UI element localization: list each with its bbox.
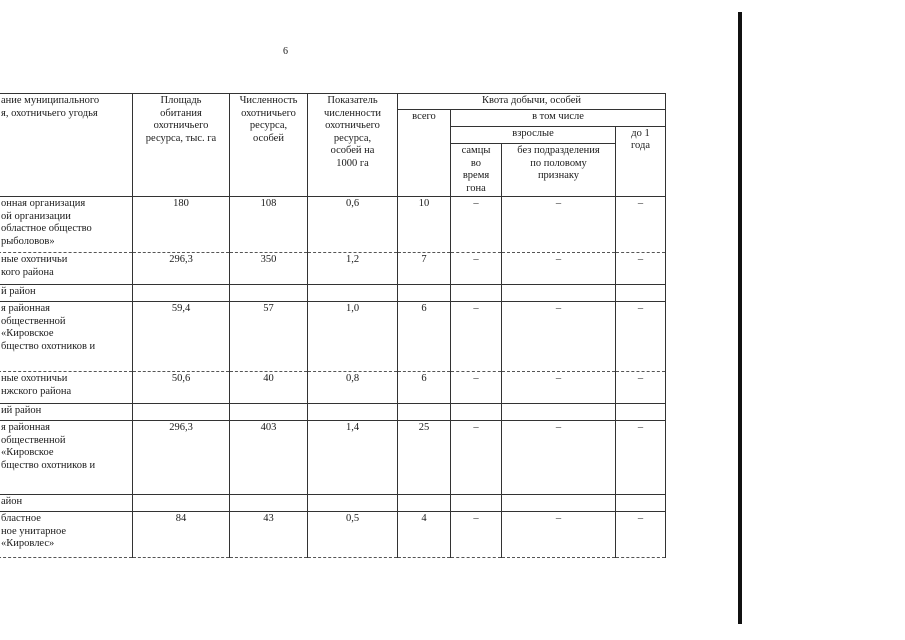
row-under1: – bbox=[616, 197, 666, 253]
section-name: й район bbox=[0, 285, 133, 302]
row-nosex: – bbox=[502, 197, 616, 253]
row-name: ные охотничьи нжского района bbox=[0, 372, 133, 404]
row-males: – bbox=[451, 512, 502, 558]
row-name: ные охотничьи кого района bbox=[0, 253, 133, 285]
row-males: – bbox=[451, 302, 502, 372]
header-males: самцы во время гона bbox=[451, 144, 502, 197]
table-row bbox=[0, 372, 666, 404]
row-name: бластное ное унитарное «Кировлес» bbox=[0, 512, 133, 558]
row-count: 403 bbox=[230, 421, 308, 495]
row-area: 50,6 bbox=[133, 372, 230, 404]
table-row bbox=[0, 253, 666, 285]
header-area: Площадь обитания охотничьего ресурса, тыс. га bbox=[133, 94, 230, 197]
header-nosex: без подразделения по половому признаку bbox=[502, 144, 616, 197]
row-under1: – bbox=[616, 512, 666, 558]
page-number: 6 bbox=[283, 46, 288, 57]
row-nosex: – bbox=[502, 512, 616, 558]
row-index: 1,2 bbox=[308, 253, 398, 285]
row-under1: – bbox=[616, 372, 666, 404]
row-males: – bbox=[451, 421, 502, 495]
table-row bbox=[0, 421, 666, 495]
section-row bbox=[0, 285, 666, 302]
row-index: 1,0 bbox=[308, 302, 398, 372]
row-nosex: – bbox=[502, 372, 616, 404]
row-count: 57 bbox=[230, 302, 308, 372]
row-nosex: – bbox=[502, 302, 616, 372]
row-index: 1,4 bbox=[308, 421, 398, 495]
section-name: ий район bbox=[0, 404, 133, 421]
row-total: 4 bbox=[398, 512, 451, 558]
row-total: 10 bbox=[398, 197, 451, 253]
row-area: 59,4 bbox=[133, 302, 230, 372]
header-quota: Квота добычи, особей bbox=[398, 94, 666, 110]
row-name: я районная общественной «Кировское бщество охотников и bbox=[0, 302, 133, 372]
row-count: 350 bbox=[230, 253, 308, 285]
section-name: айон bbox=[0, 495, 133, 512]
row-count: 108 bbox=[230, 197, 308, 253]
row-total: 25 bbox=[398, 421, 451, 495]
row-count: 40 bbox=[230, 372, 308, 404]
header-under1: до 1 года bbox=[616, 126, 666, 196]
row-index: 0,5 bbox=[308, 512, 398, 558]
row-name: онная организация ой организации областное общество рыболовов» bbox=[0, 197, 133, 253]
section-row bbox=[0, 495, 666, 512]
row-under1: – bbox=[616, 302, 666, 372]
row-area: 84 bbox=[133, 512, 230, 558]
row-area: 296,3 bbox=[133, 253, 230, 285]
row-name: я районная общественной «Кировское бщество охотников и bbox=[0, 421, 133, 495]
header-adults: взрослые bbox=[451, 126, 616, 143]
row-total: 6 bbox=[398, 302, 451, 372]
header-total: всего bbox=[398, 109, 451, 197]
section-row bbox=[0, 404, 666, 421]
table-row bbox=[0, 302, 666, 372]
row-total: 6 bbox=[398, 372, 451, 404]
scan-edge-line bbox=[738, 12, 742, 624]
header-index: Показатель численности охотничьего ресурса, особей на 1000 га bbox=[308, 94, 398, 197]
row-area: 296,3 bbox=[133, 421, 230, 495]
table-row bbox=[0, 197, 666, 253]
row-area: 180 bbox=[133, 197, 230, 253]
row-index: 0,6 bbox=[308, 197, 398, 253]
table-body bbox=[0, 197, 666, 558]
row-total: 7 bbox=[398, 253, 451, 285]
row-under1: – bbox=[616, 421, 666, 495]
row-count: 43 bbox=[230, 512, 308, 558]
header-name: ание муниципального я, охотничьего угодья bbox=[0, 94, 133, 197]
row-nosex: – bbox=[502, 253, 616, 285]
row-males: – bbox=[451, 372, 502, 404]
row-index: 0,8 bbox=[308, 372, 398, 404]
row-under1: – bbox=[616, 253, 666, 285]
row-males: – bbox=[451, 197, 502, 253]
header-count: Численность охотничьего ресурса, особей bbox=[230, 94, 308, 197]
table-row bbox=[0, 512, 666, 558]
header-including: в том числе bbox=[451, 109, 666, 126]
row-males: – bbox=[451, 253, 502, 285]
row-nosex: – bbox=[502, 421, 616, 495]
quota-table bbox=[0, 93, 666, 558]
